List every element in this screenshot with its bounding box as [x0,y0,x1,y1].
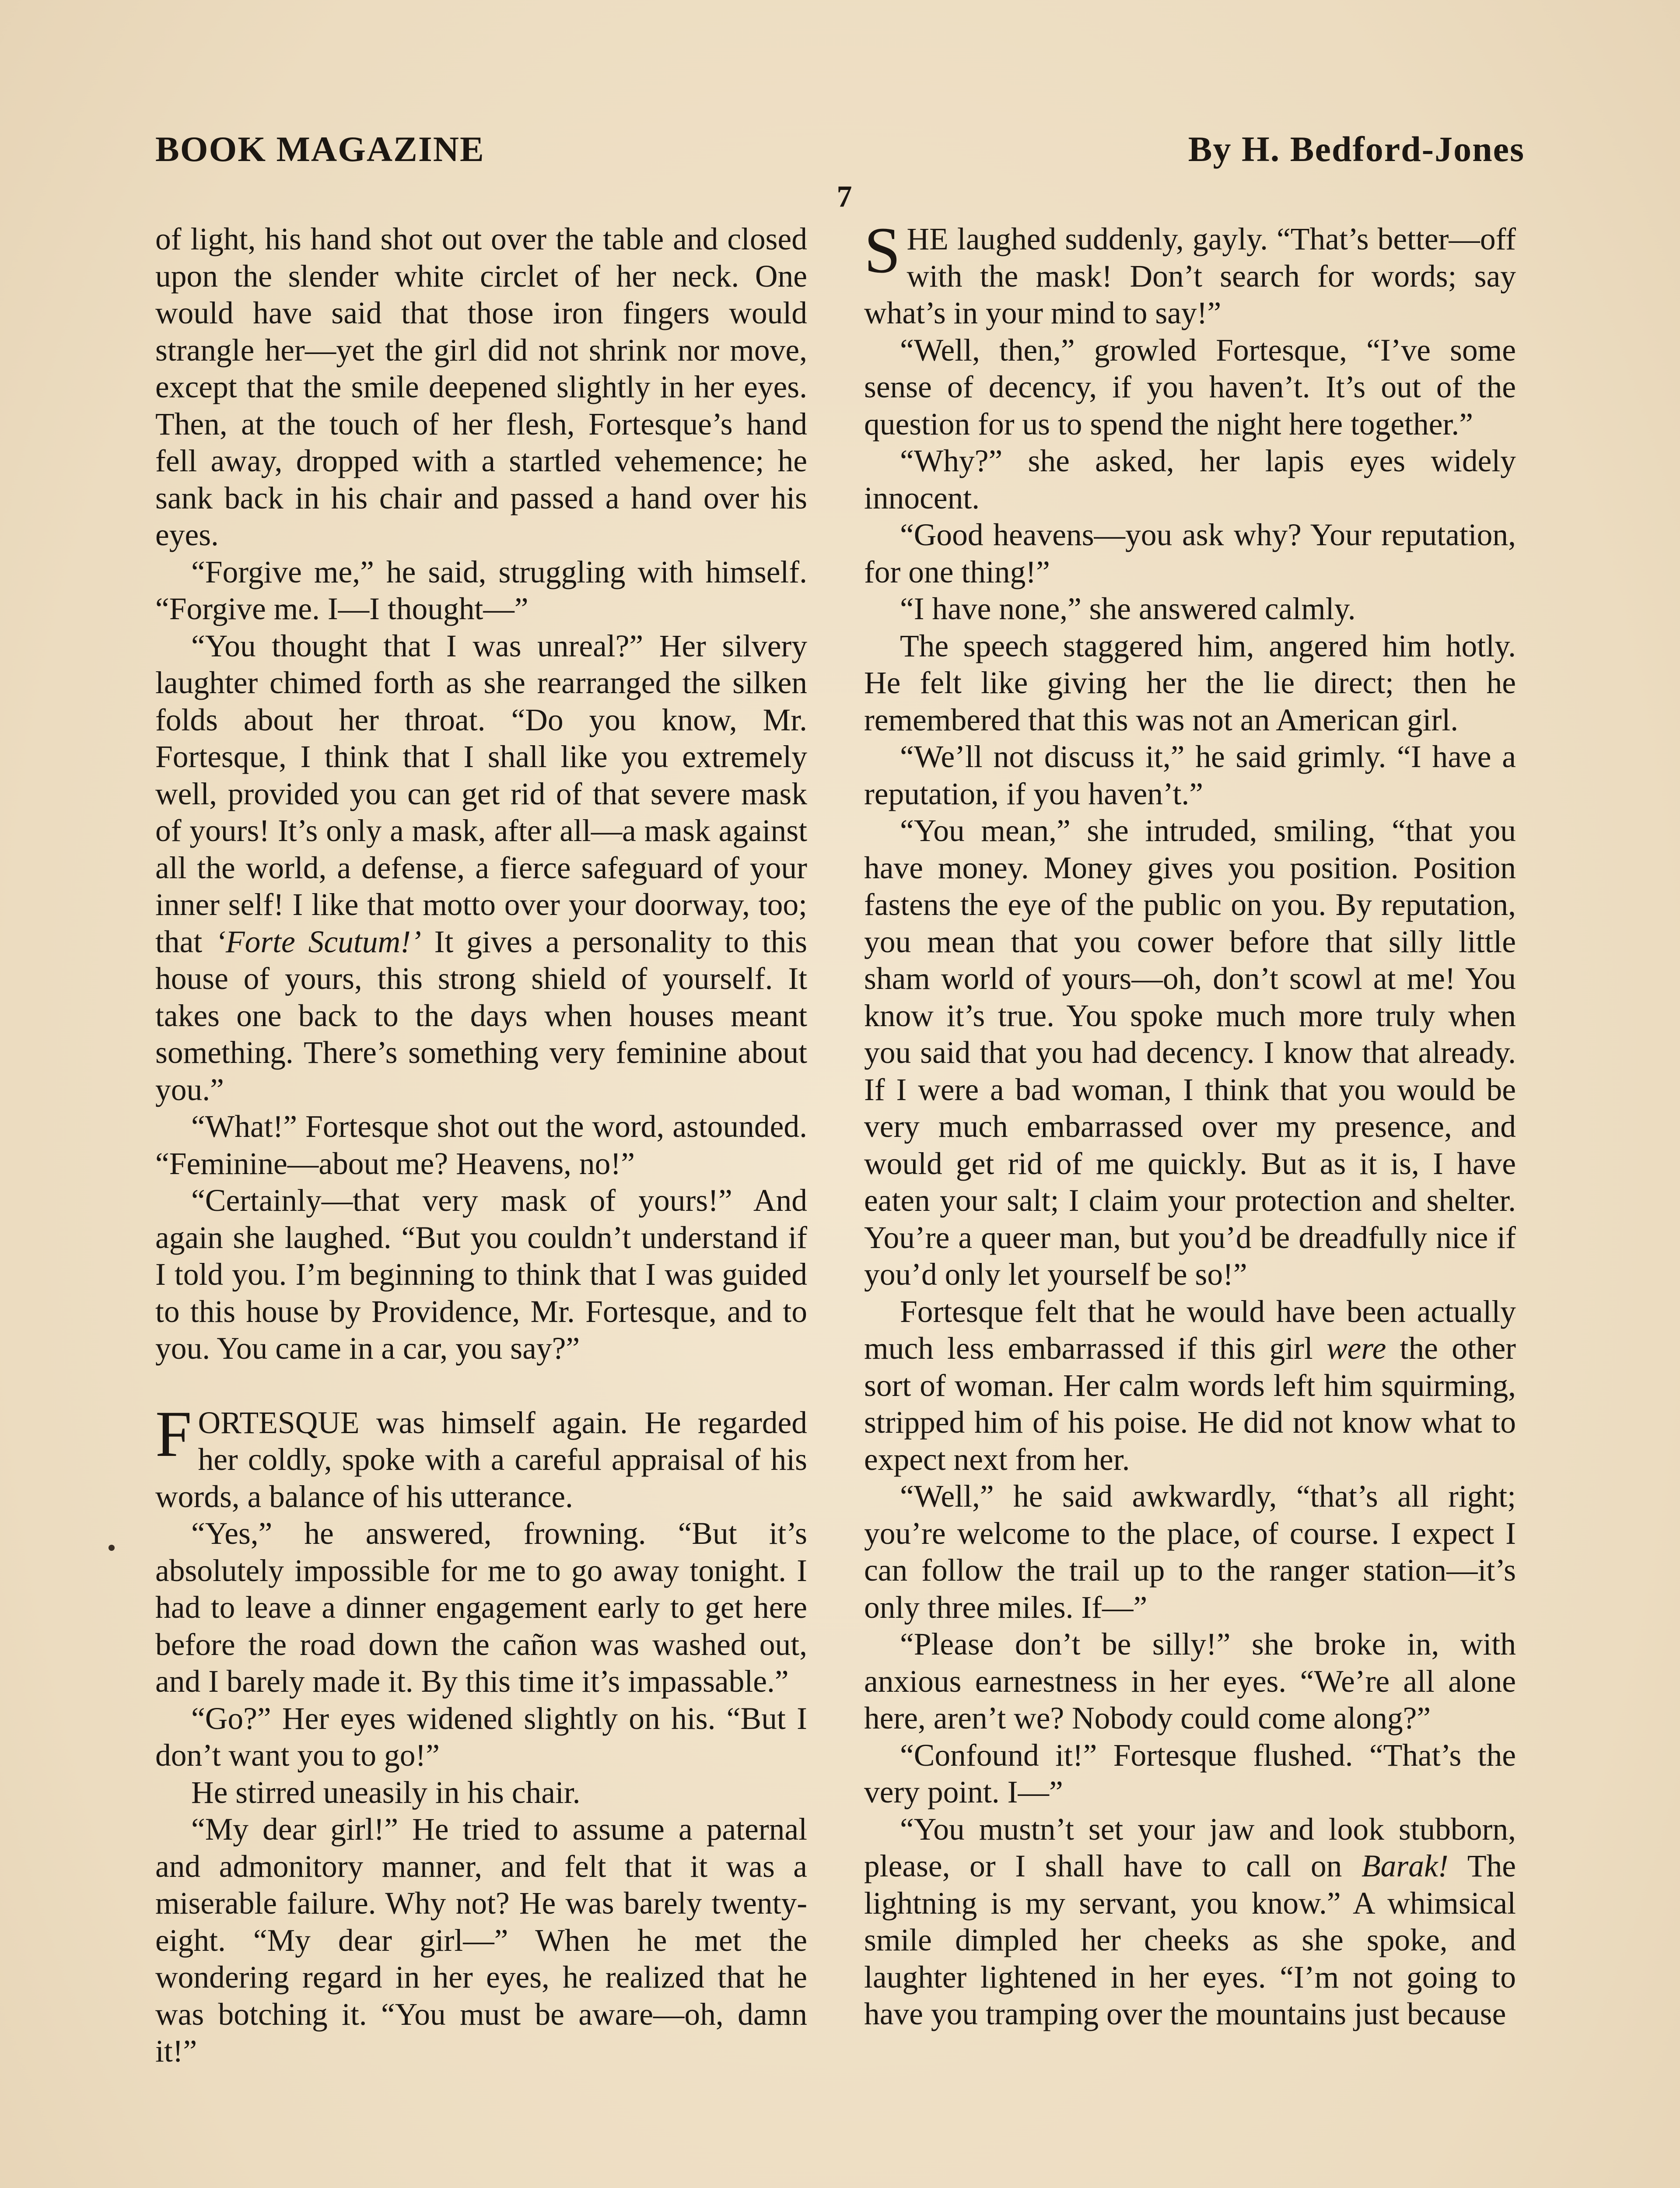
paragraph: “Confound it!” Fortesque flushed. “That’s the very point. I—” [864,1738,1516,1809]
paragraph [155,628,807,1109]
paragraph [864,1294,1516,1479]
paragraph: “My dear girl!” He tried to assume a paternal and admonitory manner, and felt that it was a miserable failure. Why not? He was barely twenty-eight. “My dear girl—” When he met the wondering regard in her eyes, he realized that he was botching it. “You must be aware—oh, damn it!” [155,1812,807,2069]
paragraph: “Certainly—that very mask of yours!” And again she laughed. “But you couldn’t understand if I told you. I’m beginning to think that I was guided to this house by Providence, Mr. Fortesque, and to you. You came in a car, you say?” [155,1183,807,1366]
paragraph: of light, his hand shot out over the table and closed upon the slender white circlet of her neck. One would have said that those iron fingers would strangle her—yet the girl did not shrink nor move, except that the smile deepened slightly in her eyes. Then, at the touch of her flesh, Fortesque’s hand fell away, dropped with a startled vehemence; he sank back in his chair and passed a hand over his eyes. [155,222,807,552]
drop-cap: S [864,221,901,287]
italic-text: ‘Forte Scutum!’ [215,924,421,959]
paragraph: “Why?” she asked, her lapis eyes widely innocent. [864,444,1516,515]
section-opening-paragraph [155,1397,807,1516]
paragraph: “You mean,” she intruded, smiling, “that you have money. Money gives you position. Position fastens the eye of the public on you. By reputation, you mean that you cower before that silly little sham world of yours—oh, don’t scowl at me! You know it’s true. You spoke much more truly when you said that you had decency. I know that already. If I were a bad woman, I think that you would be very much embarrassed over my presence, and would get rid of me quickly. But as it is, I have eaten your salt; I claim your protection and shelter. You’re a queer man, but you’d be dreadfully nice if you’d only let yourself be so!” [864,813,1516,1292]
paragraph: “Go?” Her eyes widened slightly on his. “But I don’t want you to go!” [155,1701,807,1773]
small-caps-lead: ORTESQUE [198,1405,360,1440]
drop-cap: F [155,1397,192,1470]
paragraph: “Well,” he said awkwardly, “that’s all right; you’re welcome to the place, of course. I expect I can follow the trail up to the ranger station—it’s only three miles. If—” [864,1479,1516,1625]
text-run: “You thought that I was unreal?” Her silvery laughter chimed forth as she rearranged the silken folds about her throat. “Do you know, Mr. Fortesque, I think that I shall like you extremely well, provided you can get rid of that severe mask of yours! It’s only a mask, after all—a mask against all the world, a defense, a fierce safeguard of your inner self! I like that motto over your doorway, too; that [155,628,807,959]
paragraph: The speech staggered him, angered him hotly. He felt like giving her the lie direct; then he remembered that this was not an American girl. [864,628,1516,737]
text-run: The lightning is my servant, you know.” A whimsical smile dimpled her cheeks as she spoke, and laughter lightened in her eyes. “I’m not going to have you tramping over the mountains just because [864,1849,1516,2031]
text-run: was himself again. He regarded her coldly, spoke with a careful appraisal of his words, a balance of his utterance. [155,1405,807,1514]
paragraph: “I have none,” she answered calmly. [900,592,1356,626]
page-number: 7 [836,180,852,214]
text-run: laughed suddenly, gayly. “That’s better—off with the mask! Don’t search for words; say what’s in your mind to say!” [864,222,1516,330]
section-opening-paragraph [864,221,1516,332]
left-column [155,221,807,2188]
text-run: “You mustn’t set your jaw and look stubborn, please, or I shall have to call on [864,1812,1516,1883]
paragraph: “Yes,” he answered, frowning. “But it’s absolutely impossible for me to go away tonight. I had to leave a dinner engagement early to get here before the road down the cañon was washed out, and I barely made it. By this time it’s impassable.” [155,1516,807,1699]
paragraph: “Forgive me,” he said, struggling with himself. “Forgive me. I—I thought—” [155,554,807,626]
text-run: the other sort of woman. Her calm words left him squirming, stripped him of his poise. He did not know what to expect next from her. [864,1331,1516,1477]
running-head-title: BOOK MAGAZINE [155,129,485,169]
paragraph: “We’ll not discuss it,” he said grimly. “I have a reputation, if you haven’t.” [864,740,1516,811]
paragraph: “What!” Fortesque shot out the word, astounded. “Feminine—about me? Heavens, no!” [155,1109,807,1181]
paragraph [864,1811,1516,2033]
paragraph: “Please don’t be silly!” she broke in, with anxious earnestness in her eyes. “We’re all alone here, aren’t we? Nobody could come along?” [864,1627,1516,1736]
text-run: Fortesque felt that he would have been actually much less embarrassed if this girl [864,1294,1516,1366]
italic-text: Barak! [1361,1849,1449,1883]
right-column [864,221,1516,2188]
paragraph: “Well, then,” growled Fortesque, “I’ve some sense of decency, if you haven’t. It’s out of the question for us to spend the night here together.” [864,333,1516,442]
paragraph: He stirred uneasily in his chair. [191,1775,581,1810]
italic-text: were [1326,1331,1386,1366]
running-head-author: By H. Bedford-Jones [1188,129,1525,169]
paper-speck [108,1545,115,1551]
small-caps-lead: HE [906,222,948,256]
paragraph: “Good heavens—you ask why? Your reputation, for one thing!” [864,518,1516,589]
text-run: It gives a personality to this house of yours, this strong shield of yourself. It takes one back to the days when houses meant something. There’s something very feminine about you.” [155,924,807,1107]
